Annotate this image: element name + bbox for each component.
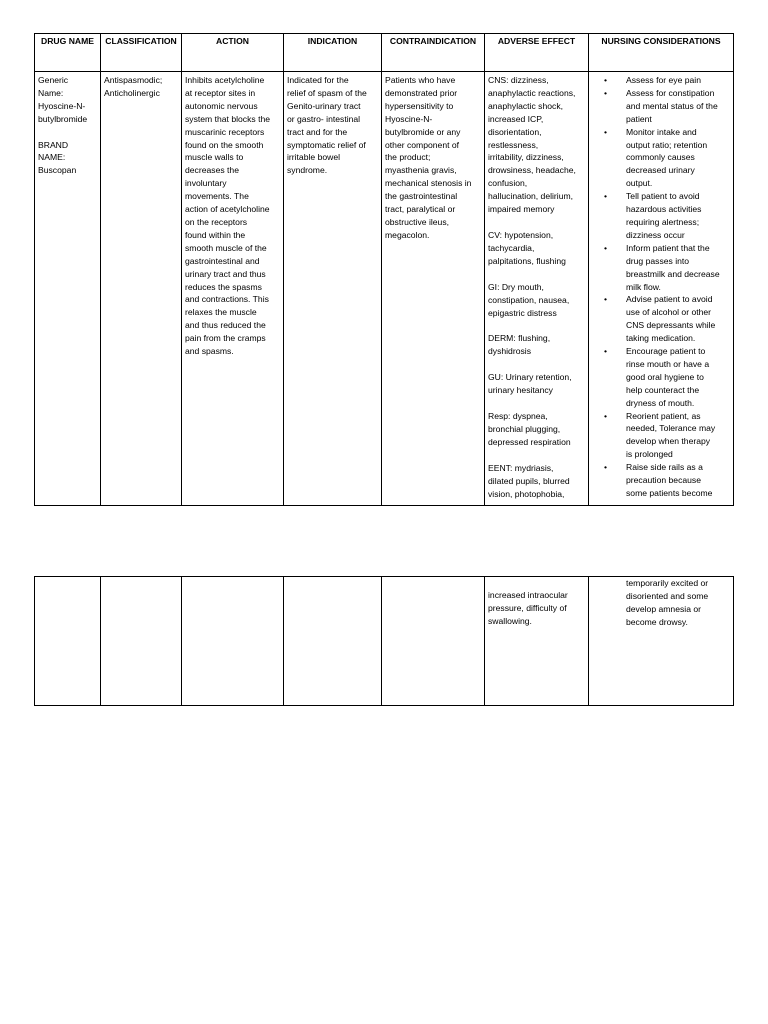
text-line: involuntary [185, 178, 227, 189]
nursing-consideration-item [604, 242, 730, 294]
text-line: output. [626, 178, 653, 189]
text-line: use of alcohol or other [626, 307, 712, 318]
text-line: system that blocks the [185, 113, 271, 124]
text-line: Encourage patient to [626, 346, 706, 357]
drug-name-cell [35, 72, 101, 506]
text-line: rinse mouth or have a [626, 358, 710, 369]
text-line: on the receptors [185, 216, 248, 227]
text-line: breastmilk and decrease [626, 268, 720, 279]
adverse-effect-section [488, 371, 585, 397]
text-line: hazardous activities [626, 204, 702, 215]
text-line: output ratio; retention [626, 139, 708, 150]
bullet-icon: • [604, 242, 608, 253]
text-line: needed, Tolerance may [626, 423, 716, 434]
text-line: Tell patient to avoid [626, 191, 700, 202]
text-line: confusion, [488, 178, 528, 189]
adverse-effect-section [488, 462, 585, 501]
text-line: dryness of mouth. [626, 397, 695, 408]
indication-cell [284, 72, 382, 506]
bullet-icon: • [604, 410, 608, 421]
classification-text [101, 72, 181, 100]
text-line: and spasms. [185, 346, 234, 357]
text-line: milk flow. [626, 281, 661, 292]
bullet-icon: • [604, 346, 608, 357]
text-line: Reorient patient, as [626, 410, 701, 421]
text-line: Monitor intake and [626, 126, 697, 137]
text-line: help counteract the [626, 384, 700, 395]
text-line: depressed respiration [488, 436, 571, 447]
header-row [35, 34, 734, 72]
adverse-effect-cell [485, 72, 589, 506]
bullet-icon: • [604, 462, 608, 473]
continuation-table [34, 576, 734, 706]
text-line: found on the smooth [185, 139, 264, 150]
text-line: constipation, nausea, [488, 294, 570, 305]
nursing-consideration-item [604, 126, 730, 191]
text-line: requiring alertness; [626, 216, 700, 227]
continuation-indication-cell [284, 577, 382, 706]
text-line: become drowsy. [626, 616, 688, 627]
text-line: and mental status of the [626, 100, 718, 111]
text-line: dizziness occur [626, 229, 685, 240]
text-line: found within the [185, 229, 246, 240]
brand-name [38, 139, 97, 178]
text-line: dilated pupils, blurred [488, 475, 570, 486]
text-line: relief of spasm of the [287, 87, 367, 98]
text-line: muscarinic receptors [185, 126, 265, 137]
text-line: develop amnesia or [626, 603, 702, 614]
text-line: obstructive ileus, [385, 216, 450, 227]
text-line: or gastro- intestinal [287, 113, 361, 124]
nursing-consideration-item [604, 345, 730, 410]
text-line: muscle walls to [185, 152, 244, 163]
adverse-effect-section [488, 229, 585, 268]
text-line: drug passes into [626, 255, 690, 266]
text-line: Assess for eye pain [626, 75, 701, 85]
nursing-consideration-item [604, 293, 730, 345]
nursing-considerations-cell [589, 72, 734, 506]
text-line: develop when therapy [626, 436, 711, 447]
text-line: Buscopan [38, 165, 77, 176]
action-cell [182, 72, 284, 506]
text-line: palpitations, flushing [488, 255, 566, 266]
text-line: is prolonged [626, 449, 673, 460]
header-classification: CLASSIFICATION [101, 34, 182, 72]
text-line: patient [626, 113, 652, 124]
nursing-consideration-item [604, 190, 730, 242]
text-line: anaphylactic reactions, [488, 87, 576, 98]
text-line: at receptor sites in [185, 87, 256, 98]
text-line: disoriented and some [626, 590, 709, 601]
adverse-effect-list [485, 72, 588, 500]
text-line: urinary hesitancy [488, 385, 553, 396]
text-line: Inhibits acetylcholine [185, 75, 265, 85]
text-line: swallowing. [488, 615, 532, 626]
text-line: reduces the spasms [185, 281, 262, 292]
text-line: and thus reduced the [185, 320, 266, 331]
continuation-action-cell [182, 577, 284, 706]
text-line: butylbromide [38, 113, 88, 124]
text-line: Patients who have [385, 75, 456, 85]
text-line: Genito-urinary tract [287, 100, 361, 111]
continuation-classification-cell [101, 577, 182, 706]
text-line: other component of [385, 139, 460, 150]
contraindication-text [382, 72, 484, 242]
text-line: restlessness, [488, 139, 539, 150]
text-line: Advise patient to avoid [626, 294, 713, 305]
text-line: Antispasmodic; [104, 75, 163, 85]
text-line: hypersensitivity to [385, 100, 454, 111]
text-line: tract, paralytical or [385, 204, 456, 215]
text-line: hallucination, delirium, [488, 191, 574, 202]
text-line: epigastric distress [488, 307, 557, 318]
text-line: EENT: mydriasis, [488, 462, 554, 473]
text-line: butylbromide or any [385, 126, 461, 137]
text-line: relaxes the muscle [185, 307, 257, 318]
continuation-contraindication-cell [382, 577, 485, 706]
text-line: Resp: dyspnea, [488, 411, 548, 422]
text-line: pain from the cramps [185, 333, 266, 344]
nursing-considerations-list [592, 74, 730, 500]
text-line: anaphylactic shock, [488, 100, 563, 111]
text-line: GI: Dry mouth, [488, 281, 544, 292]
text-line: urinary tract and thus [185, 268, 266, 279]
continuation-row [35, 577, 734, 706]
action-text [182, 72, 283, 358]
continuation-drug-name-cell [35, 577, 101, 706]
bullet-icon: • [604, 191, 608, 202]
text-line: GU: Urinary retention, [488, 372, 572, 383]
text-line: decreases the [185, 165, 239, 176]
text-line: disorientation, [488, 126, 542, 137]
nursing-considerations-continued [589, 577, 733, 629]
nursing-consideration-item [604, 410, 730, 462]
text-line: pressure, difficulty of [488, 602, 567, 613]
text-line: Inform patient that the [626, 242, 710, 253]
text-line: commonly causes [626, 152, 695, 163]
text-line: irritability, dizziness, [488, 152, 564, 163]
text-line: symptomatic relief of [287, 139, 366, 150]
text-line: mechanical stenosis in [385, 178, 472, 189]
text-line: irritable bowel [287, 152, 341, 163]
continuation-adverse-effect-cell [485, 577, 589, 706]
text-line: precaution because [626, 475, 702, 486]
text-line: tract and for the [287, 126, 348, 137]
text-line: Anticholinergic [104, 87, 160, 98]
text-line: temporarily excited or [626, 578, 709, 588]
text-line: megacolon. [385, 229, 430, 240]
text-line: Assess for constipation [626, 87, 715, 98]
text-line: decreased urinary [626, 165, 695, 176]
text-line: Raise side rails as a [626, 462, 703, 473]
contraindication-cell [382, 72, 485, 506]
drug-study-table [34, 33, 734, 506]
header-action: ACTION [182, 34, 284, 72]
bullet-icon: • [604, 75, 608, 85]
generic-name [38, 74, 97, 126]
header-adverse-effect: ADVERSE EFFECT [485, 34, 589, 72]
adverse-effect-section [488, 410, 585, 449]
text-line: dyshidrosis [488, 346, 531, 357]
adverse-effect-section [488, 281, 585, 320]
nursing-consideration-item [604, 74, 730, 87]
text-line: action of acetylcholine [185, 204, 270, 215]
indication-text [284, 72, 381, 177]
classification-cell [101, 72, 182, 506]
text-line: the product; [385, 152, 431, 163]
text-line: drowsiness, headache, [488, 165, 576, 176]
header-drug-name: DRUG NAME [35, 34, 101, 72]
text-line: good oral hygiene to [626, 371, 704, 382]
text-line: DERM: flushing, [488, 333, 551, 344]
header-contraindication: CONTRAINDICATION [382, 34, 485, 72]
adverse-effect-section [488, 74, 585, 216]
continuation-nursing-cell [589, 577, 734, 706]
text-line: some patients become [626, 488, 713, 498]
text-line: Generic [38, 75, 69, 85]
text-line: BRAND [38, 139, 69, 150]
text-line: smooth muscle of the [185, 242, 267, 253]
text-line: Hyoscine-N- [385, 113, 433, 124]
text-line: CNS depressants while [626, 320, 716, 331]
text-line: gastrointestinal and [185, 255, 260, 266]
bullet-icon: • [604, 126, 608, 137]
text-line: syndrome. [287, 165, 328, 176]
text-line: vision, photophobia, [488, 488, 565, 499]
text-line: Hyoscine-N- [38, 100, 86, 111]
text-line: Name: [38, 87, 64, 98]
text-line: increased ICP, [488, 113, 544, 124]
bullet-icon: • [604, 294, 608, 305]
nursing-consideration-item [604, 87, 730, 126]
text-line: myasthenia gravis, [385, 165, 457, 176]
text-line: the gastrointestinal [385, 191, 458, 202]
header-nursing-considerations: NURSING CONSIDERATIONS [589, 34, 734, 72]
bullet-icon: • [604, 87, 608, 98]
text-line: and contractions. This [185, 294, 269, 305]
text-line: taking medication. [626, 333, 696, 344]
nursing-consideration-item [604, 461, 730, 500]
text-line: Indicated for the [287, 75, 349, 85]
text-line: tachycardia, [488, 242, 535, 253]
adverse-effect-continued [485, 577, 588, 628]
drug-row [35, 72, 734, 506]
text-line: impaired memory [488, 204, 555, 215]
adverse-effect-section [488, 332, 585, 358]
text-line: bronchial plugging, [488, 423, 561, 434]
header-indication: INDICATION [284, 34, 382, 72]
text-line: CNS: dizziness, [488, 75, 549, 85]
text-line: CV: hypotension, [488, 229, 554, 240]
text-line: movements. The [185, 191, 249, 202]
text-line: autonomic nervous [185, 100, 258, 111]
text-line: NAME: [38, 152, 66, 163]
text-line: increased intraocular [488, 590, 568, 600]
text-line: demonstrated prior [385, 87, 458, 98]
